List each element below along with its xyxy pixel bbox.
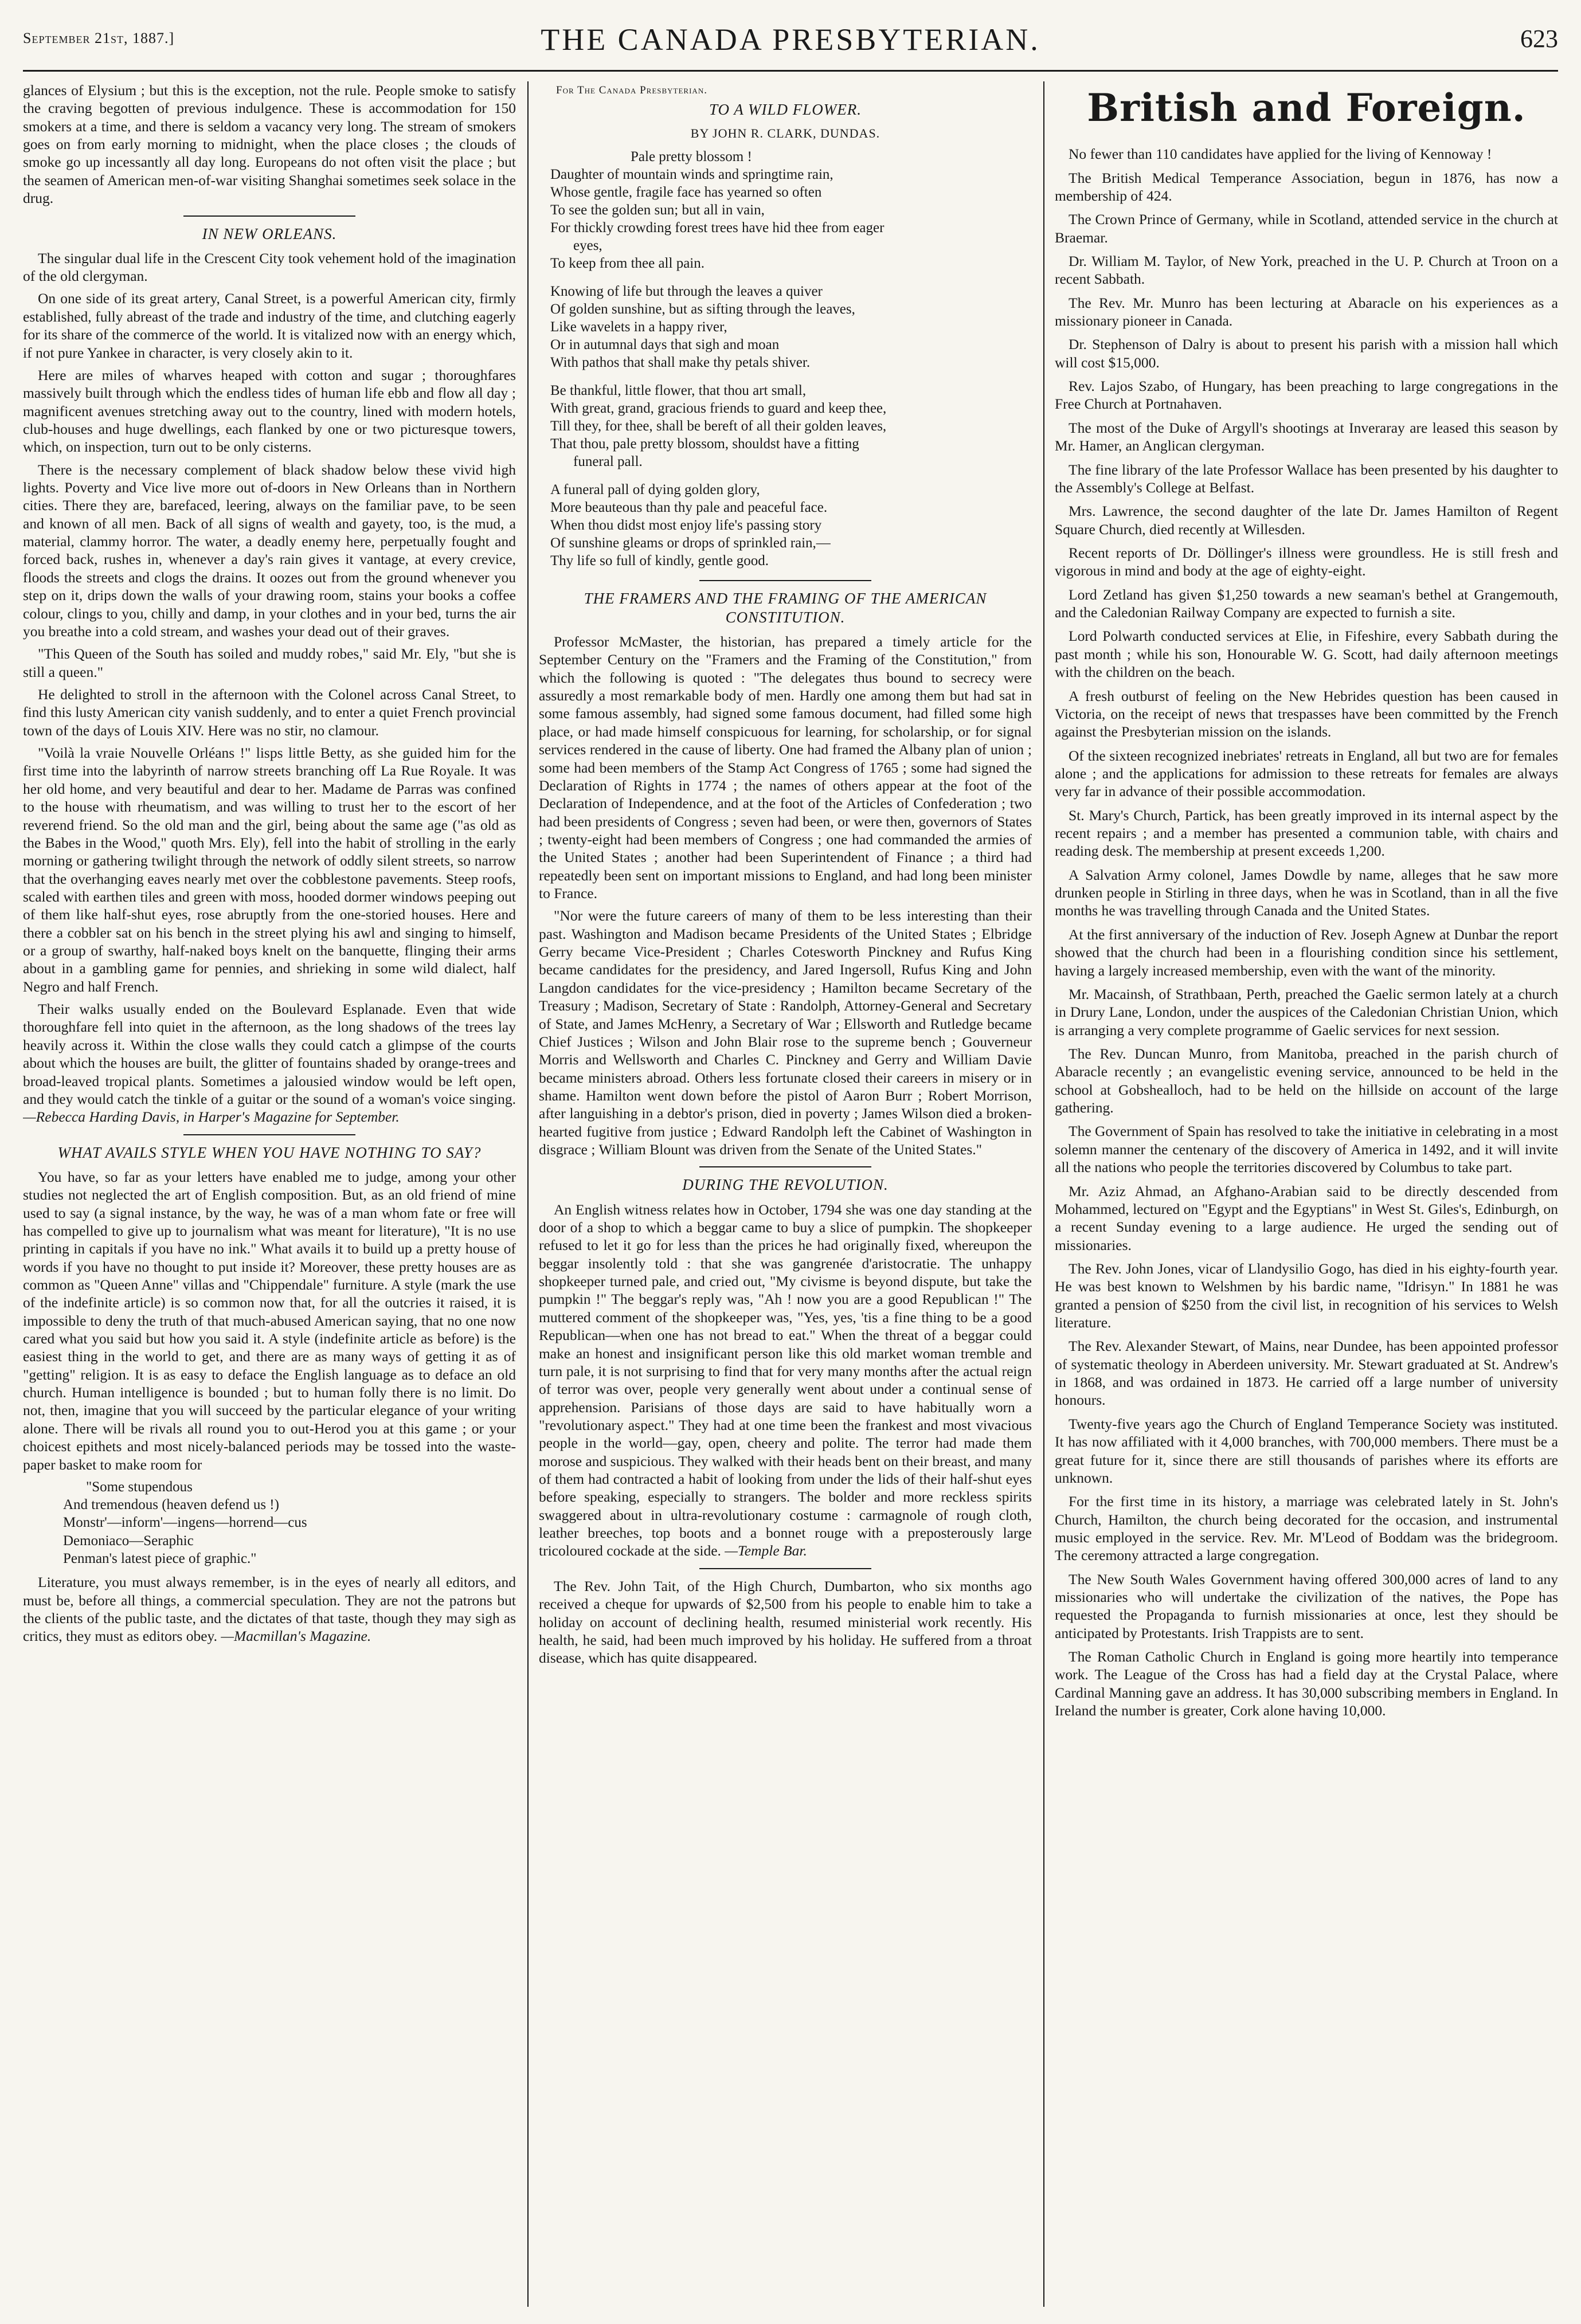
paragraph-text: Their walks usually ended on the Boulevard Esplanade. Even that wide thoroughfare fell into quiet in the afternoon, as the long shadows of the trees lay heavily across it. Within the close walls they could catch a glimpse of the courts about which the houses are built, the glitter of fountains shaded by orange-trees and broad-leaved tropical plants. Sometimes a jalousied window would be left open, and they would catch the tinkle of a guitar or the sound of a woman's voice singing.: [23, 1001, 516, 1107]
news-item: St. Mary's Church, Partick, has been greatly improved in its internal aspect by the recent repairs ; and a member has presented a communion table, with chairs and reading desk. The membership at present exceeds 1,200.: [1055, 806, 1558, 860]
news-item: The Rev. Alexander Stewart, of Mains, near Dundee, has been appointed professor of systematic theology in Aberdeen university. Mr. Stewart graduated at St. Andrew's in 1868, and was ordained in 1873. He carried off a large number of university honours.: [1055, 1338, 1558, 1409]
issue-date: September 21st, 1887.]: [23, 30, 175, 46]
poem-line: For thickly crowding forest trees have hid thee from eager: [550, 220, 885, 236]
poem-line: eyes,: [573, 237, 602, 253]
article-title-style: WHAT AVAILS STYLE WHEN YOU HAVE NOTHING TO SAY?: [57, 1143, 482, 1161]
news-item: For the first time in its history, a marriage was celebrated lately in St. John's Church, Hamilton, the church being decorated for the occasion, and instrumental music employed in the service. Rev. Mr. M'Leod of Boddam was the bridegroom. The ceremony attracted a large congregation.: [1055, 1493, 1558, 1564]
poem-line: With pathos that shall make thy petals shiver.: [550, 354, 811, 370]
poem-line: Till they, for thee, shall be bereft of all their golden leaves,: [550, 418, 887, 434]
news-item: The Rev. Duncan Munro, from Manitoba, preached in the parish church of Abaracle recently ; an evangelistic evening service, announced to be held in the school at Gobshealloch, had to be held on the hillside on account of the large gathering.: [1055, 1045, 1558, 1116]
poem-stanza: [550, 481, 1032, 570]
poem-line: To see the golden sun; but all in vain,: [550, 202, 765, 218]
section-divider: [699, 1568, 871, 1569]
verse-line: Demoniaco—Seraphic: [63, 1533, 194, 1549]
news-item: Twenty-five years ago the Church of England Temperance Society was instituted. It has now affiliated with it 4,000 branches, with 700,000 members. There must be a great future for it, since there are still thousands of parishes where its efforts are unknown.: [1055, 1415, 1558, 1486]
poem-line: Of sunshine gleams or drops of sprinkled rain,—: [550, 535, 831, 551]
article-paragraph: [23, 1000, 516, 1126]
news-item: Rev. Lajos Szabo, of Hungary, has been preaching to large congregations in the Free Church at Portnahaven.: [1055, 378, 1558, 413]
article-title-new-orleans: IN NEW ORLEANS.: [202, 225, 337, 242]
poem-line: Daughter of mountain winds and springtime rain,: [550, 166, 833, 182]
poem-stanza: [550, 283, 1032, 371]
article-credit: —Temple Bar.: [725, 1542, 807, 1559]
news-item: A Salvation Army colonel, James Dowdle by name, alleges that he saw more drunken people in Stirling in three days, when he was in Scotland, than in all the five months he was travelling through Canada and the United States.: [1055, 866, 1558, 919]
article-paragraph: "This Queen of the South has soiled and muddy robes," said Mr. Ely, "but she is still a queen.": [23, 645, 516, 680]
news-item: No fewer than 110 candidates have applied for the living of Kennoway !: [1069, 146, 1492, 163]
article-paragraph: [23, 1573, 516, 1645]
news-item: Dr. William M. Taylor, of New York, preached in the U. P. Church at Troon on a recent Sabbath.: [1055, 252, 1558, 288]
article-credit: —Rebecca Harding Davis, in Harper's Magazine for September.: [23, 1108, 400, 1126]
poem-line: Whose gentle, fragile face has yearned so often: [550, 184, 822, 200]
article-paragraph: On one side of its great artery, Canal Street, is a powerful American city, firmly established, fully abreast of the trade and industry of the time, and clutching eagerly for its share of the commerce of the world. It is vitalized now with an energy which, if not pure Yankee in character, is very closely akin to it.: [23, 290, 516, 361]
article-paragraph: The Rev. John Tait, of the High Church, Dumbarton, who six months ago received a cheque for upwards of $2,500 from his people to enable him to take a holiday on account of declining health, resumed ministerial work recently. His health, he said, had been much improved by his holiday. He suffered from a throat disease, which has quite disappeared.: [539, 1577, 1032, 1667]
poem-line: A funeral pall of dying golden glory,: [550, 481, 760, 497]
news-item: At the first anniversary of the induction of Rev. Joseph Agnew at Dunbar the report showed that the church had been in a flourishing condition since his settlement, having a largely increased membership, even with the want of the minority.: [1055, 926, 1558, 979]
news-item: Lord Polwarth conducted services at Elie, in Fifeshire, every Sabbath during the past month ; while his son, Honourable W. G. Scott, had daily afternoon meetings with the children on the beach.: [1055, 628, 1558, 681]
columns: [23, 81, 1558, 2307]
newspaper-page: [23, 17, 1558, 2307]
article-paragraph: Professor McMaster, the historian, has prepared a timely article for the September Century on the "Framers and the Framing of the Constitution," from which the following is quoted : "The delegates thus bound to secrecy were assuredly a most remarkable body of men. Hardly one among them but had sat in some famous assembly, had signed some famous document, had filled some high place, or had made himself conspicuous for learning, for scholarship, or for signal services rendered in the cause of liberty. One had framed the Albany plan of union ; some had been members of the Stamp Act Congress of 1765 ; some had signed the Declaration of Rights in 1774 ; the names of others appear at the foot of the Declaration of Independence, and at the foot of the Articles of Confederation ; two had been presidents of Congress ; seven had been, or were then, governors of States ; twenty-eight had been members of Congress ; one had commanded the armies of the United States ; another had been Superintendent of Finance ; a third had repeatedly been sent on important missions to England, and had long been minister to France.: [539, 633, 1032, 902]
poem-stanza: [550, 148, 1032, 272]
column-1: [23, 81, 516, 2307]
verse-line: Monstr'—inform'—ingens—horrend—cus: [63, 1515, 307, 1531]
verse-line: "Some stupendous: [86, 1479, 193, 1495]
newspaper-title: THE CANADA PRESBYTERIAN.: [541, 22, 1040, 57]
article-title-revolution: DURING THE REVOLUTION.: [682, 1176, 889, 1194]
paragraph-text: An English witness relates how in October, 1794 she was one day standing at the door of a shop to which a beggar came to buy a slice of pumpkin. The shopkeeper refused to let it go for less than the prices he had originally fixed, whereupon the beggar insolently told : that she was gangrenée d'aristocratie. The unhappy shopkeeper turned pale, and cried out, "My civisme is beyond dispute, but take the pumpkin !" The beggar's reply was, "Ah ! now you are a good Republican !" The muttered comment of the shopkeeper was, "Yes, yes, 'tis a fine thing to be a good Republican—when one has not bread to eat." When the threat of a beggar could make an honest and insignificant person like this old market woman tremble and turn pale, it is not surprising to find that for very many months after the actual reign of terror was over, people very generally went about under a continual sense of apprehension. Parisians of those days are said to have habitually worn a "revolutionary aspect." They had at one time been the frankest and most vivacious people in the world—gay, open, cheery and polite. The terror had made them morose and suspicious. They walked with their heads bent on their breast, and many of them had contracted a habit of looking from under the lids of their half-shut eyes before speaking, especially to strangers. The bolder and more reckless spirits swaggered about in ultra-revolutionary costume : carmagnole of rough cloth, leather breeches, top boots and a bonnet rouge with a preposterously large tricoloured cockade at the side.: [539, 1201, 1032, 1559]
poem-label: For The Canada Presbyterian.: [556, 84, 707, 96]
news-item: Of the sixteen recognized inebriates' retreats in England, all but two are for females alone ; and the applications for admission to these retreats for females are always very far in advance of their possible accommodation.: [1055, 747, 1558, 800]
news-item: Lord Zetland has given $1,250 towards a new seaman's bethel at Grangemouth, and the Caledonian Railway Company are expected to furnish a site.: [1055, 586, 1558, 621]
column-3: [1055, 81, 1558, 2307]
article-title-framers: THE FRAMERS AND THE FRAMING OF THE AMERICAN CONSTITUTION.: [584, 589, 987, 626]
news-item: Mr. Macainsh, of Strathbaan, Perth, preached the Gaelic sermon lately at a church in Drury Lane, London, under the auspices of the Caledonian Christian Union, which is arranging a very complete programme of Gaelic services for next session.: [1055, 985, 1558, 1038]
poem-line: Thy life so full of kindly, gentle good.: [550, 552, 769, 569]
poem-byline: BY JOHN R. CLARK, DUNDAS.: [690, 126, 880, 140]
verse-line: Penman's latest piece of graphic.": [63, 1550, 257, 1566]
section-divider: [699, 1166, 871, 1167]
article-paragraph: "Voilà la vraie Nouvelle Orléans !" lisps little Betty, as she guided him for the first time into the labyrinth of narrow streets branching off La Rue Royale. It was her old home, and very beautiful and dear to her. Madame de Parras was confined to the house with rheumatism, and was willing to trust her to the escort of her reverend friend. So the old man and the girl, being about the same age ("as old as the Babes in the Wood," quoth Mrs. Ely), fell into the habit of strolling in the early morning or gathering twilight through the network of oddly silent streets, so narrow that the overhanging eaves nearly met over the cobblestone pavements. Steep roofs, scaled with earthen tiles and green with moss, hooded dormer windows peeping out of them like half-shut eyes, rose abruptly from the one-storied houses. Here and there a cobbler sat on his bench in the street plying his awl and singing to himself, or a group of swarthy, half-naked boys knelt on the banquette, flinging their arms about in a gambling game for pennies, and shrieking in some wild dialect, half Negro and half French.: [23, 744, 516, 995]
section-divider: [183, 215, 355, 217]
article-paragraph: The singular dual life in the Crescent City took vehement hold of the imagination of the old clergyman.: [23, 249, 516, 285]
poem-title: TO A WILD FLOWER.: [709, 101, 862, 119]
news-item: The Rev. Mr. Munro has been lecturing at Abaracle on his experiences as a missionary pioneer in Canada.: [1055, 294, 1558, 330]
section-divider: [183, 1134, 355, 1135]
masthead: [23, 17, 1558, 72]
news-item: A fresh outburst of feeling on the New Hebrides question has been caused in Victoria, on the receipt of news that trespasses have been committed by the French against the Presbyterian mission on the islands.: [1055, 687, 1558, 740]
article-paragraph: He delighted to stroll in the afternoon with the Colonel across Canal Street, to find this lusty American city vanish suddenly, and to enter a quiet French provincial town of the days of Louis XIV. Here was no stir, no clamour.: [23, 685, 516, 739]
article-paragraph: There is the necessary complement of black shadow below these vivid high lights. Poverty and Vice live more out of-doors in New Orleans than in Northern cities. There they are, barefaced, leering, always on the familiar pave, to be seen and known of all men. Back of all signs of wealth and gayety, too, is the mud, a material, clammy horror. The water, a deadly enemy here, perpetually fought and forced back, rushes in, whenever a day's rain gives it vantage, at every crevice, floods the streets and clogs the drains. It oozes out from the ground whenever you step on it, drips down the walls of your drawing room, stains your books a coffee colour, clings to you, chilly and damp, in your clothes and in your bed, turns the air you breathe into a cold stream, and washes your dead out of their graves.: [23, 461, 516, 640]
poem-stanza: [550, 382, 1032, 471]
poem-line: Of golden sunshine, but as sifting through the leaves,: [550, 301, 855, 317]
article-credit: —Macmillan's Magazine.: [221, 1628, 371, 1645]
news-item: The fine library of the late Professor Wallace has been presented by his daughter to the Assembly's College at Belfast.: [1055, 461, 1558, 496]
poem-line: funeral pall.: [573, 453, 643, 469]
paragraph-text: Literature, you must always remember, is in the eyes of nearly all editors, and must be, before all things, a commercial speculation. They are not the patrons but the clients of the public taste, and the dictates of that taste, though they may sigh as critics, they must as editors obey.: [23, 1574, 516, 1645]
news-item: Mr. Aziz Ahmad, an Afghano-Arabian said to be directly descended from Mohammed, lectured on "Egypt and the Egyptians" in West St. Giles's, Edinburgh, on a recent Sunday evening to a large audience. He urged the sending out of missionaries.: [1055, 1182, 1558, 1253]
news-item: The Crown Prince of Germany, while in Scotland, attended service in the church at Braemar.: [1055, 211, 1558, 246]
news-item: The British Medical Temperance Association, begun in 1876, has now a membership of 424.: [1055, 169, 1558, 204]
poem-line: Be thankful, little flower, that thou art small,: [550, 382, 807, 398]
poem-line: When thou didst most enjoy life's passing story: [550, 517, 822, 533]
article-paragraph: Here are miles of wharves heaped with cotton and sugar ; thoroughfares massively built through which the endless tides of human life ebb and flow all day ; magnificent avenues stretching away out to the country, lined with modern hotels, club-houses and huge dwellings, each flanked by one or two picturesque towers, which, on inspection, turn out to be only cisterns.: [23, 366, 516, 456]
poem-line: More beauteous than thy pale and peaceful face.: [550, 499, 828, 515]
poem: [550, 148, 1032, 570]
poem-line: To keep from thee all pain.: [550, 255, 705, 271]
poem-line: Pale pretty blossom !: [631, 148, 752, 164]
news-item: Recent reports of Dr. Döllinger's illness were groundless. He is still fresh and vigorous in mind and body at the age of eighty-eight.: [1055, 544, 1558, 579]
poem-line: Knowing of life but through the leaves a quiver: [550, 283, 823, 299]
verse-line: And tremendous (heaven defend us !): [63, 1497, 279, 1513]
verse-quote: [63, 1478, 516, 1567]
news-item: Dr. Stephenson of Dalry is about to present his parish with a mission hall which will cost $15,000.: [1055, 336, 1558, 371]
column-2: [539, 81, 1032, 2307]
news-item: The Roman Catholic Church in England is going more heartily into temperance work. The League of the Cross has had a field day at the Crystal Palace, where Cardinal Manning gave an address. It has 30,000 subscribing members in England. In Ireland the number is greater, Cork alone having 10,000.: [1055, 1648, 1558, 1719]
news-item: The New South Wales Government having offered 300,000 acres of land to any missionaries who will undertake the civilization of the natives, the Pope has requested the Propaganda to furnish missionaries at once, lest they should be anticipated by Protestants. Irish Trappists are to sent.: [1055, 1570, 1558, 1641]
article-paragraph: "Nor were the future careers of many of them to be less interesting than their past. Washington and Madison became Presidents of the United States ; Elbridge Gerry became Vice-President ; Charles Cotesworth Pinckney and Rufus King became candidates for the presidency, and Jared Ingersoll, Rufus King and John Langdon candidates for the vice-presidency ; Hamilton became Secretary of the Treasury ; Madison, Secretary of State : Randolph, Attorney-General and Secretary of State, and James McHenry, a Secretary of War ; Ellsworth and Rutledge became Chief Justices ; Wilson and John Blair rose to the supreme bench ; Gouverneur Morris and Wellsworth and Charles C. Pinckney and Gerry and William Davie became ministers abroad. Others less fortunate closed their careers in misery or in shame. Hamilton went down before the pistol of Aaron Burr ; Robert Morrison, after languishing in a debtor's prison, died in poverty ; James Wilson died a broken-hearted fugitive from justice ; Edward Randolph left the Cabinet of Washington in disgrace ; William Blount was driven from the Senate of the United States.": [539, 907, 1032, 1158]
poem-line: With great, grand, gracious friends to guard and keep thee,: [550, 400, 887, 416]
section-heading-british-foreign: British and Foreign.: [1087, 85, 1526, 130]
news-item: The Rev. John Jones, vicar of Llandysilio Gogo, has died in his eighty-fourth year. He was best known to Welshmen by his bardic name, "Idrisyn." In 1881 he was granted a pension of $250 from the civil list, in recognition of his services to Welsh literature.: [1055, 1260, 1558, 1331]
news-items: [1055, 145, 1558, 1719]
article-paragraph: You have, so far as your letters have enabled me to judge, among your other studies not neglected the art of English composition. But, as an old friend of mine used to say (a signal instance, by the way, he was of a man whom fate or free will has compelled to give up to journalism what was meant for literature), "It is no use printing in capitals if you have no ink." What avails it to build up a pretty house of words if you have no thought to put inside it? Moreover, these pretty houses are as common as "Queen Anne" villas and "Chippendale" furniture. A style (mark the use of the indefinite article) is so common now that, for all the outcries it raised, it is impossible to deny the truth of that much-abused American saying, that no one now cared what you said but how you said it. A style (indefinite article as before) is the easiest thing in the world to get, and there are as many ways of getting it as of "getting" religion. It is as easy to deface the English language as to deface an old church. Human intelligence is bounded ; but to human folly there is no limit. Do not, then, imagine that you will succeed by the particular elegance of your writing alone. There will be rivals all round you to out-Herod you at this game ; or your choicest epithets and most nicely-balanced periods may be tossed into the waste-paper basket to make room for: [23, 1168, 516, 1473]
section-divider: [699, 580, 871, 581]
poem-line: That thou, pale pretty blossom, shouldst have a fitting: [550, 436, 859, 452]
page-number: 623: [1520, 25, 1558, 53]
poem-line: Like wavelets in a happy river,: [550, 319, 727, 335]
article-paragraph: [539, 1201, 1032, 1560]
news-item: Mrs. Lawrence, the second daughter of the late Dr. James Hamilton of Regent Square Church, died recently at Willesden.: [1055, 503, 1558, 538]
opium-article-end: glances of Elysium ; but this is the exception, not the rule. People smoke to satisfy the craving begotten of previous indulgence. These is accommodation for 150 smokers at a time, and there is seldom a vacancy very long. The stream of smokers goes on from early morning to midnight, when the place closes ; the clouds of smoke go up incessantly all day long. Europeans do not often visit the place ; but the seamen of American men-of-war visiting Shanghai sometimes seek solace in the drug.: [23, 82, 516, 207]
news-item: The Government of Spain has resolved to take the initiative in celebrating in a most solemn manner the centenary of the discovery of America in 1492, and it will invite all the nations who people the territories discovered by Columbus to take part.: [1055, 1123, 1558, 1176]
poem-line: Or in autumnal days that sigh and moan: [550, 336, 780, 352]
news-item: The most of the Duke of Argyll's shootings at Inveraray are leased this season by Mr. Hamer, an Anglican clergyman.: [1055, 419, 1558, 454]
